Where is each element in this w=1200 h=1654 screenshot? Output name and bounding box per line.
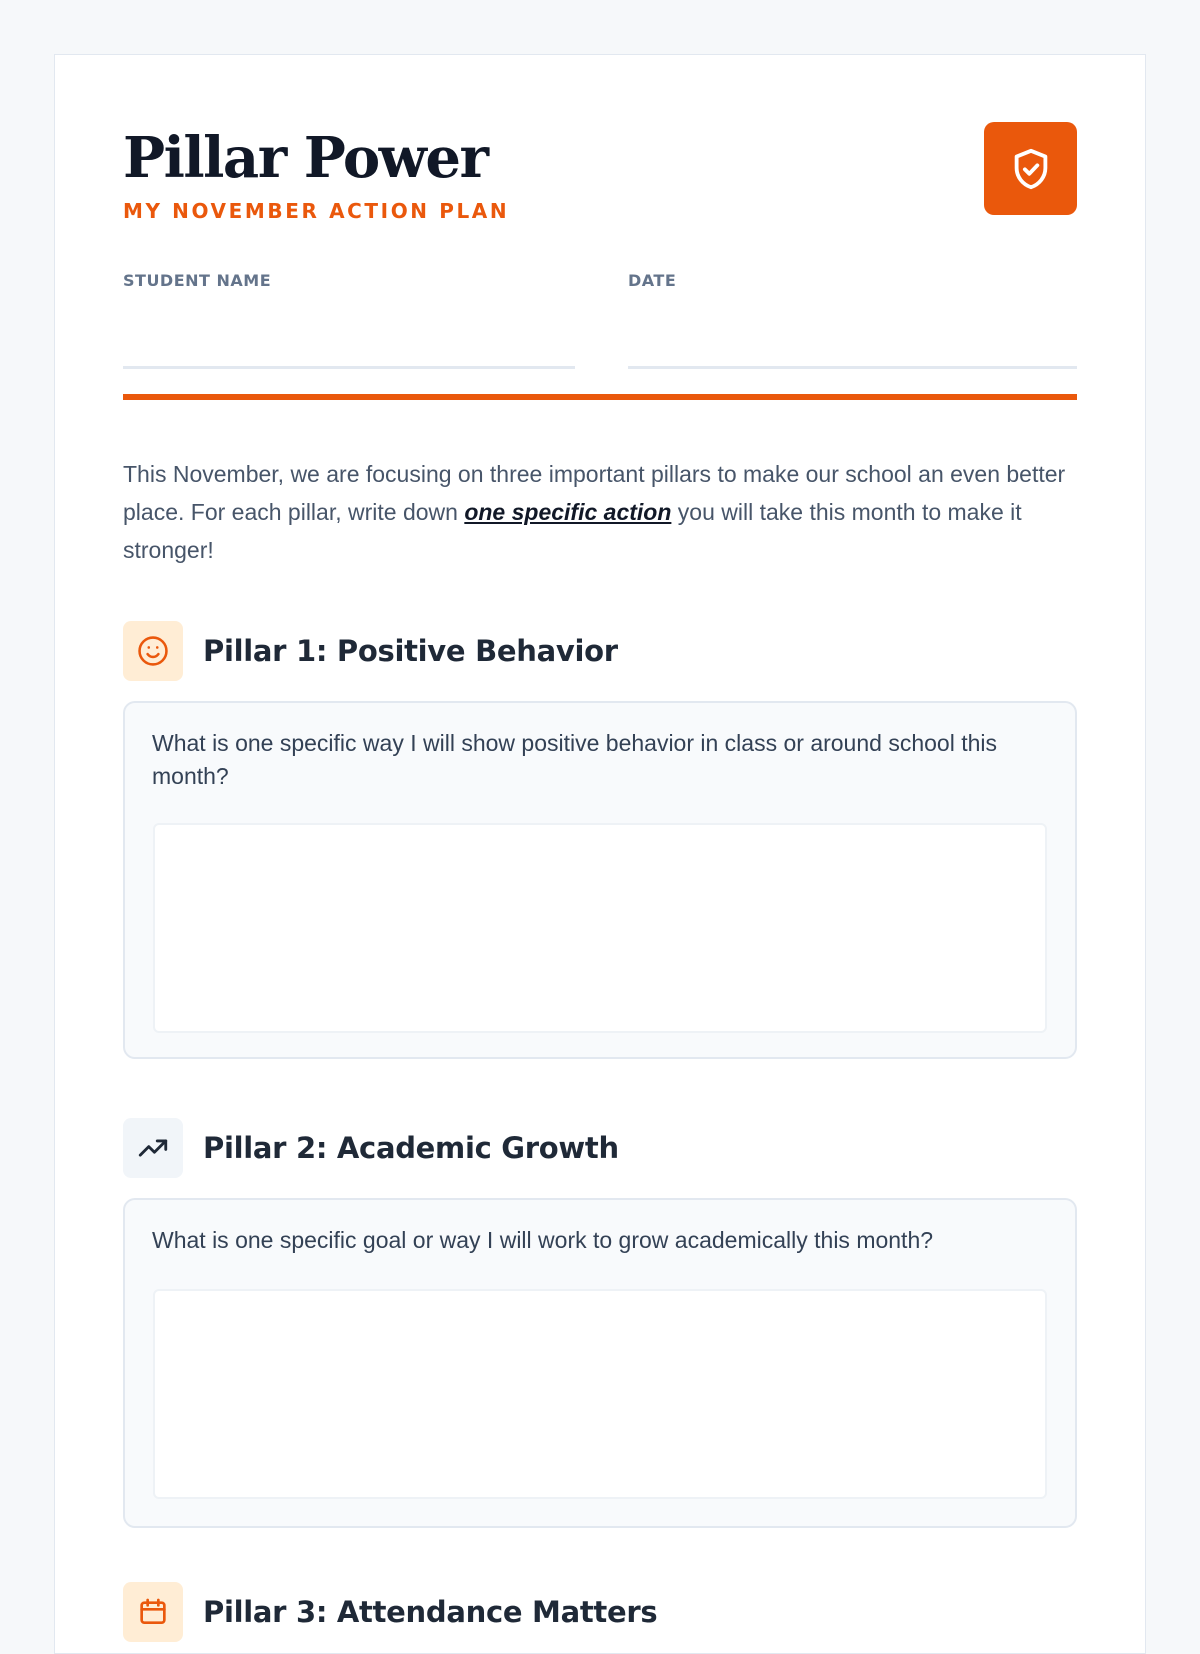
page-subtitle: MY NOVEMBER ACTION PLAN (123, 199, 510, 223)
intro-paragraph (123, 455, 1077, 569)
smiley-face-icon (136, 634, 170, 668)
intro-emphasis: one specific action (464, 499, 672, 525)
pillar-1-question: What is one specific way I will show positive behavior in class or around school this month? (152, 730, 997, 789)
date-label: DATE (628, 271, 677, 290)
pillar-3-heading: Pillar 3: Attendance Matters (203, 1595, 658, 1629)
intro-text-start: This November, we are focusing on three important pillars to make our school an even better place. For each pillar, write down (123, 461, 1066, 525)
pillar-2-icon-badge (123, 1118, 183, 1178)
student-name-label: STUDENT NAME (123, 271, 272, 290)
pillar-3-icon-badge (123, 1582, 183, 1642)
page-title: Pillar Power (123, 125, 488, 191)
student-name-field[interactable] (123, 334, 575, 369)
pillar-2-box (123, 1198, 1077, 1528)
pillar-2-heading: Pillar 2: Academic Growth (203, 1131, 619, 1165)
pillar-1-heading: Pillar 1: Positive Behavior (203, 634, 618, 668)
pillar-2-question: What is one specific goal or way I will work to grow academically this month? (152, 1227, 934, 1253)
pillar-2-answer-area[interactable] (153, 1289, 1047, 1499)
worksheet-card (54, 54, 1146, 1654)
shield-badge (984, 122, 1077, 215)
date-field[interactable] (628, 334, 1077, 369)
intro-text-end: you will take this month to make it stronger! (123, 499, 1022, 563)
section-divider (123, 394, 1077, 400)
trending-up-icon (136, 1131, 170, 1165)
calendar-icon (137, 1596, 169, 1628)
pillar-1-box (123, 701, 1077, 1059)
pillar-1-answer-area[interactable] (153, 823, 1047, 1033)
pillar-1-icon-badge (123, 621, 183, 681)
shield-check-icon (1008, 144, 1054, 194)
